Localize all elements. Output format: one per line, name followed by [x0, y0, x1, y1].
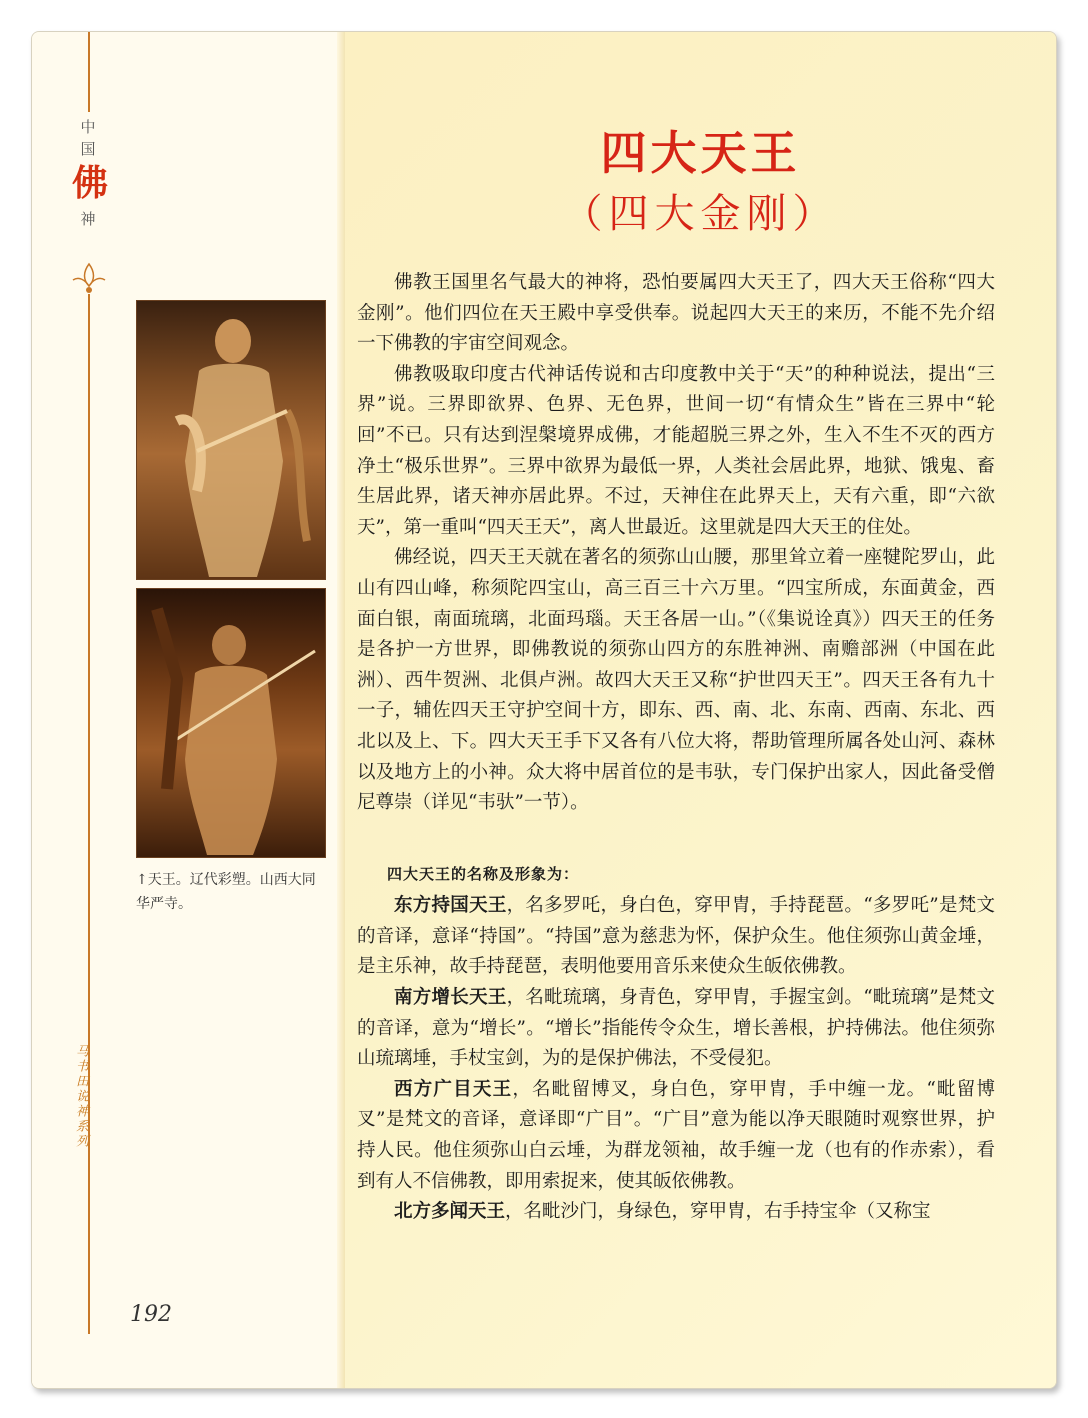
king-north	[357, 1197, 995, 1228]
king-south-name: 南方增长天王	[394, 987, 507, 1009]
series-tag-zhong: 中	[80, 118, 96, 136]
page-title: 四大天王	[600, 126, 801, 180]
series-tag-fo: 佛	[72, 163, 109, 204]
king-north-name: 北方多闻天王	[394, 1201, 506, 1223]
king-south	[357, 983, 995, 1075]
king-east	[357, 891, 995, 983]
series-tag	[72, 116, 109, 230]
statue-photo-bottom	[136, 588, 326, 858]
king-west	[357, 1075, 995, 1197]
photo-caption: ↑天王。辽代彩塑。山西大同华严寺。	[136, 872, 316, 912]
series-tag-guo: 国	[80, 140, 96, 158]
left-margin-column	[32, 32, 345, 1388]
king-north-desc: ，名毗沙门，身绿色，穿甲胄，右手持宝伞（又称宝	[505, 1201, 931, 1223]
statue-figure-icon	[137, 589, 325, 857]
king-south-desc: ，名毗琉璃，身青色，穿甲胄，手握宝剑。“毗琉璃”是梵文的音译，意为“增长”。“增长”指能传令众生，增长善根，护持佛法。他住须弥山琉璃埵，手杖宝剑，为的是保护佛法，不受侵犯。	[357, 987, 995, 1070]
statue-figure-icon	[137, 301, 325, 579]
paragraph-intro: 佛教王国里名气最大的神将，恐怕要属四大天王了，四大天王俗称“四大金刚”。他们四位在天王殿中享受供奉。说起四大天王的来历，不能不先介绍一下佛教的宇宙空间观念。	[357, 272, 995, 355]
king-east-desc: ，名多罗吒，身白色，穿甲胄，手持琵琶。“多罗吒”是梵文的音译，意译“持国”。“持国”意为慈悲为怀，保护众生。他住须弥山黄金埵，是主乐神，故手持琵琶，表明他要用音乐来使众生皈依佛教。	[357, 895, 995, 978]
series-vertical-title: 马书田说神系列	[73, 1044, 88, 1149]
book-page	[31, 31, 1057, 1389]
article-body	[357, 268, 995, 1228]
page-subtitle: （四大金刚）	[562, 191, 839, 237]
paragraph-heaven-location: 佛经说，四天王天就在著名的须弥山山腰，那里耸立着一座犍陀罗山，此山有四山峰，称须陀四宝山，高三百三十六万里。“四宝所成，东面黄金，西面白银，南面琉璃，北面玛瑙。天王各居一山。”（《集说诠真》）四天王的任务是各护一方世界，即佛教说的须弥山四方的东胜神洲、南赡部洲（中国在此洲）、西牛贺洲、北俱卢洲。故四大天王又称“护世四天王”。四天王各有九十一子，辅佐四天王守护空间十方，即东、西、南、北、东南、西南、东北、西北以及上、下。四大天王手下又各有八位大将，帮助管理所属各处山河、森林以及地方上的小神。众大将中居首位的是韦驮，专门保护出家人，因此备受僧尼尊崇（详见“韦驮”一节）。	[357, 547, 995, 814]
kings-list-lead: 四大天王的名称及形象为：	[387, 864, 580, 883]
paragraph-three-realms: 佛教吸取印度古代神话传说和古印度教中关于“天”的种种说法，提出“三界”说。三界即欲界、色界、无色界，世间一切“有情众生”皆在三界中“轮回”不已。只有达到涅槃境界成佛，才能超脱三界之外，生入不生不灭的西方净土“极乐世界”。三界中欲界为最低一界，人类社会居此界，地狱、饿鬼、畜生居此界，诸天神亦居此界。不过，天神住在此界天上，天有六重，即“六欲天”，第一重叫“四天王天”，离人世最近。这里就是四大天王的住处。	[357, 363, 995, 538]
king-west-name: 西方广目天王	[394, 1078, 513, 1100]
king-east-name: 东方持国天王	[394, 895, 507, 917]
statue-photo-top	[136, 300, 326, 580]
series-tag-shen: 神	[80, 210, 96, 228]
margin-rule-bottom	[88, 294, 90, 1334]
lotus-ornament-icon	[69, 262, 109, 298]
page-number: 192	[130, 1302, 172, 1327]
margin-rule-top	[88, 32, 90, 112]
king-west-desc: ，名毗留博叉，身白色，穿甲胄，手中缠一龙。“毗留博叉”是梵文的音译，意译即“广目”。“广目”意为能以净天眼随时观察世界，护持人民。他住须弥山白云埵，为群龙领袖，故手缠一龙（也有的作赤索），看到有人不信佛教，即用索捉来，使其皈依佛教。	[357, 1078, 995, 1192]
column-divider	[337, 32, 345, 1388]
